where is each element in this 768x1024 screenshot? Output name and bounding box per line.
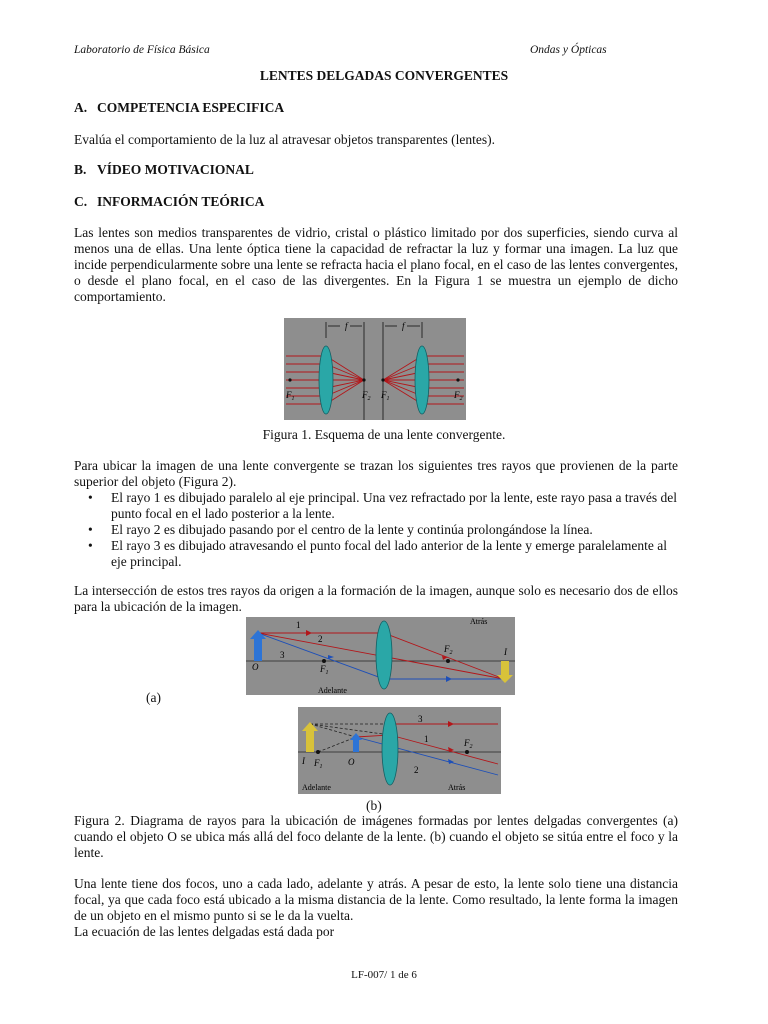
figure-2a-label: (a) <box>146 690 161 705</box>
list-item: • El rayo 3 es dibujado atravesando el punto focal del lado anterior de la lente y emerge paralelamente al eje principal. <box>88 538 678 570</box>
section-label: INFORMACIÓN TEÓRICA <box>97 194 265 209</box>
section-c-heading <box>74 194 264 210</box>
f-label: f <box>402 321 405 331</box>
focal-subscript: 1 <box>319 764 323 770</box>
figure-2b-label: (b) <box>366 798 382 813</box>
svg-text:F2 <box>361 390 371 402</box>
ray-list <box>88 490 678 570</box>
ray-label-2: 2 <box>318 634 323 644</box>
focal-subscript: 2 <box>459 396 463 402</box>
paragraph-line: Una lente tiene dos focos, uno a cada lado, adelante y atrás. A pesar de esto, la lente solo tiene una distancia focal, ya que cada foco está ubicado a la misma distancia de la lente. Como resultado, la lente forma la imagen de un objeto en el mismo punto si se le da la vuelta. <box>74 876 678 923</box>
object-label: O <box>252 662 259 672</box>
section-a-heading <box>74 100 284 116</box>
focal-subscript: 2 <box>469 744 473 750</box>
focal-label-f2: F <box>362 390 368 400</box>
svg-text:F2 <box>443 644 453 656</box>
figure-2-caption: Figura 2. Diagrama de rayos para la ubicación de imágenes formadas por lentes delgadas convergentes (a) cuando el objeto O se ubica más allá del foco delante de la lente. (b) cuando el objeto se sitúa entre el foco y la lente. <box>74 813 678 860</box>
focal-subscript: 1 <box>291 396 295 402</box>
focal-label-f2: F <box>454 390 460 400</box>
section-label: COMPETENCIA ESPECIFICA <box>97 100 285 115</box>
list-item: • El rayo 2 es dibujado pasando por el centro de la lente y continúa prolongándose la línea. <box>88 522 678 538</box>
focal-label-f1: F <box>314 758 320 768</box>
section-letter: C. <box>74 194 88 209</box>
section-letter: A. <box>74 100 88 115</box>
svg-text:F1 <box>285 390 295 402</box>
object-label: O <box>348 757 355 767</box>
focal-subscript: 2 <box>449 650 453 656</box>
competencia-text: Evalúa el comportamiento de la luz al atravesar objetos transparentes (lentes). <box>74 132 495 147</box>
adelante-label: Adelante <box>318 686 347 695</box>
svg-text:F2 <box>453 390 463 402</box>
ray-label-3: 3 <box>280 650 285 660</box>
list-item: • El rayo 1 es dibujado paralelo al eje principal. Una vez refractado por la lente, este rayo pasa a través del punto focal en el lado posterior a la lente. <box>88 490 678 522</box>
teoria-paragraph-2: Para ubicar la imagen de una lente convergente se trazan los siguientes tres rayos que provienen de la parte superior del objeto (Figura 2). <box>74 458 678 489</box>
section-b-heading <box>74 162 254 178</box>
teoria-paragraph-4 <box>74 876 678 940</box>
svg-text:F1 <box>319 664 329 676</box>
figure-2b-ray-diagram <box>298 707 501 794</box>
figure-2a-ray-diagram <box>246 617 515 695</box>
section-label: VÍDEO MOTIVACIONAL <box>97 162 254 177</box>
page-footer: LF-007/ 1 de 6 <box>351 969 417 981</box>
svg-text:F1 <box>313 758 323 770</box>
focal-label-f1: F <box>286 390 292 400</box>
header-right: Ondas y Ópticas <box>530 44 607 56</box>
figure-1-lens-diagram <box>284 318 466 420</box>
focal-subscript: 2 <box>367 396 371 402</box>
teoria-paragraph-3: La intersección de estos tres rayos da origen a la formación de la imagen, aunque solo es necesario dos de ellos para la ubicación de la imagen. <box>74 583 678 614</box>
focal-label-f2: F <box>464 738 470 748</box>
ray-label-3: 3 <box>418 714 423 724</box>
ray-label-1: 1 <box>296 620 301 630</box>
image-label: I <box>302 756 305 766</box>
atras-label: Atrás <box>470 617 488 626</box>
f-label: f <box>345 321 348 331</box>
section-letter: B. <box>74 162 87 177</box>
ray-label-2: 2 <box>414 765 419 775</box>
focal-subscript: 1 <box>325 670 329 676</box>
svg-text:F1 <box>380 390 390 402</box>
teoria-paragraph-1: Las lentes son medios transparentes de vidrio, cristal o plástico limitado por dos superficies, siendo curva al menos una de ellas. Una lente óptica tiene la capacidad de refractar la luz y formar una imagen. La luz que incide perpendicularmente sobre una lente se refracta hacia el plano focal, en el caso de las lentes convergentes, o desde el plano focal, en el caso de las divergentes. En la Figura 1 se muestra un ejemplo de dicho comportamiento. <box>74 225 678 304</box>
focal-label-f1: F <box>320 664 326 674</box>
atras-label: Atrás <box>448 783 466 792</box>
header-left: Laboratorio de Física Básica <box>74 44 210 56</box>
focal-label-f2: F <box>444 644 450 654</box>
paragraph-line: La ecuación de las lentes delgadas está dada por <box>74 924 335 939</box>
figure-1-caption: Figura 1. Esquema de una lente convergente. <box>262 427 506 442</box>
focal-label-f1: F <box>381 390 387 400</box>
ray-label-1: 1 <box>424 734 429 744</box>
page-title: LENTES DELGADAS CONVERGENTES <box>259 68 509 83</box>
svg-text:F2 <box>463 738 473 750</box>
adelante-label: Adelante <box>302 783 331 792</box>
focal-subscript: 1 <box>386 396 390 402</box>
image-label: I <box>504 647 507 657</box>
